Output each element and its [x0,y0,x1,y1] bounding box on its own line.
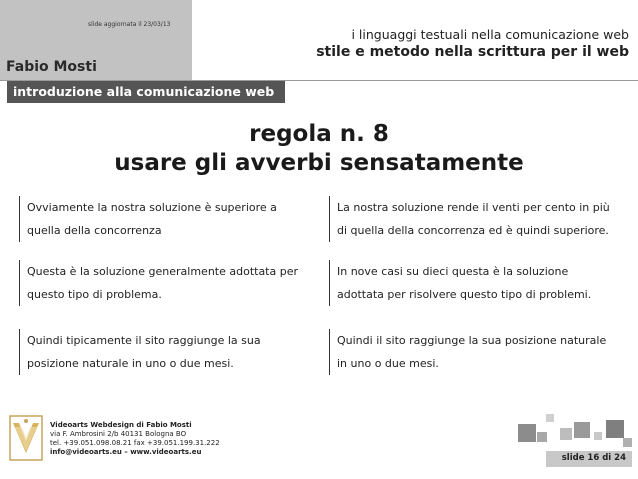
example-line: Questa è la soluzione generalmente adottata per [27,265,299,278]
example-good-1 [329,196,627,242]
section-title: introduzione alla comunicazione web [13,84,275,99]
course-title: i linguaggi testuali nella comunicazione web [351,27,629,42]
company-address: via F. Ambrosini 2/b 40131 Bologna BO [50,430,187,438]
update-date: slide aggiornata il 23/03/13 [88,21,171,28]
course-subtitle: stile e metodo nella scrittura per il web [316,44,629,60]
example-line: in uno o due mesi. [337,357,439,370]
footer-contacts [50,421,220,457]
example-line: posizione naturale in uno o due mesi. [27,357,234,370]
company-phone: tel. +39.051.098.08.21 fax +39.051.199.31.222 [50,439,220,447]
slide-subtitle: usare gli avverbi sensatamente [114,150,524,176]
example-line: di quella della concorrenza ed è quindi superiore. [337,224,609,237]
section-banner [7,81,285,103]
example-line: Quindi il sito raggiunge la sua posizione naturale [337,334,607,347]
slide-counter-box [546,451,632,467]
example-line: La nostra soluzione rende il venti per cento in più [337,201,610,214]
example-line: Ovviamente la nostra soluzione è superiore a [27,201,277,214]
slide-counter: slide 16 di 24 [561,453,626,463]
example-line: In nove casi su dieci questa è la soluzione [337,265,569,278]
example-bad-1 [19,196,317,242]
example-line: Quindi tipicamente il sito raggiunge la sua [27,334,261,347]
example-line: adottata per risolvere questo tipo di problemi. [337,288,592,301]
company-web: info@videoarts.eu – www.videoarts.eu [50,448,202,456]
example-good-3 [329,329,627,375]
example-line: questo tipo di problema. [27,288,162,301]
author-name: Fabio Mosti [6,59,97,75]
videoarts-logo-icon [9,415,43,461]
example-good-2 [329,260,627,306]
example-bad-3 [19,329,317,375]
slide-title: regola n. 8 [249,121,389,147]
company-name: Videoarts Webdesign di Fabio Mosti [50,421,192,429]
example-bad-2 [19,260,317,306]
example-line: quella della concorrenza [27,224,162,237]
